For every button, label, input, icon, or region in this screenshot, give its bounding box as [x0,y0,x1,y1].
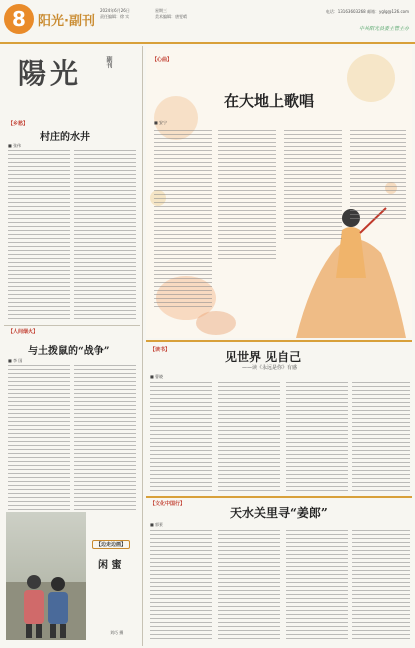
article-body [286,530,348,642]
culture-title: 天水关里寻“姜郎” [230,506,328,520]
byline: ■ 李 国 [8,358,23,363]
page-header [0,0,415,44]
column-rule [142,46,143,646]
editor: 责任编辑：徐 实 [100,14,130,19]
divider [146,496,412,498]
byline: ■ 张伟 [8,143,22,148]
tag-culture: 【文化中国行】 [150,501,186,507]
article-body [74,150,136,320]
poem-title: 在大地上歌唱 [224,92,315,110]
tag-daily-life: 【人间烟火】 [8,329,39,335]
weekday: 星期三 [155,8,167,13]
publisher-note: 中共阳光县委主管主办 [358,26,409,32]
article-body [8,365,70,510]
contact: 电话：13163603268 邮箱：yglg@126.com [325,9,409,14]
article-body [74,365,136,510]
tag-nostalgia: 【乡愁】 [8,121,29,127]
article-body [352,382,410,492]
poem-body [154,130,212,310]
poem-body [218,130,276,260]
divider [4,325,140,326]
masthead [0,46,140,106]
article-body [150,382,212,492]
tag-reading: 【读书】 [150,347,171,353]
masthead-subtitle: 副刊 [105,56,112,68]
photo [6,512,86,640]
article-body [286,382,348,492]
article-body [8,150,70,320]
masthead-title: 陽光 [18,57,83,90]
article-title: 村庄的水井 [40,132,90,143]
photo-credit: 刘巧 摄 [110,630,124,635]
article-title: 与土拨鼠的“战争” [28,346,110,357]
byline: ■ 郭景 [150,522,164,527]
article-body [352,530,410,642]
byline: ■ 曹晓 [150,374,164,379]
poem-body [350,130,406,220]
photo-title: 闲 蜜 [98,560,122,571]
poem-section [146,48,412,338]
page-number: 8 [4,4,34,34]
tag-heart-song: 【心曲】 [152,57,173,63]
byline: ■ 安宁 [154,120,168,125]
art-editor: 美术编辑：唐雯晴 [155,14,187,19]
divider [146,340,412,342]
photo-tag: 【边走边画】 [92,540,130,549]
photo-figures [6,512,86,640]
article-body [218,530,280,642]
article-body [218,382,280,492]
article-body [150,530,212,642]
section-name: 阳光·副刊 [38,14,95,29]
date: 2024年6月26日 [100,8,130,13]
book-title: 见世界 见自己 [225,350,302,364]
poem-body [284,130,342,240]
book-subtitle: ——读《永远是你》有感 [242,365,298,371]
